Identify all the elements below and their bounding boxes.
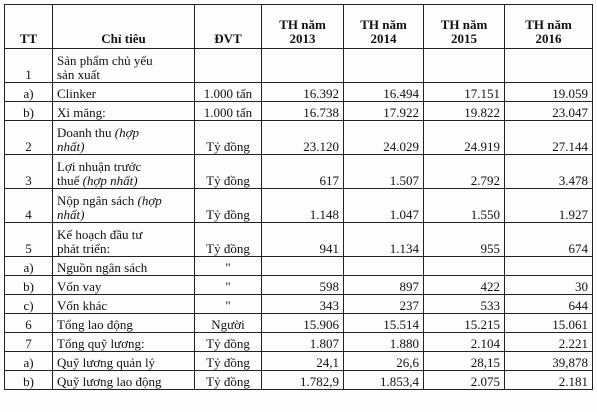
value-2013: 16.738 — [262, 102, 344, 121]
value-2016: 19.059 — [505, 83, 593, 102]
value-2016: 2.181 — [505, 371, 593, 390]
value-2016: 15.061 — [505, 314, 593, 333]
table-row — [5, 121, 593, 155]
row-index: 3 — [5, 155, 53, 189]
header-chi-tieu: Chỉ tiêu — [53, 5, 195, 49]
row-label — [53, 223, 195, 257]
value-2016: 2.221 — [505, 333, 593, 352]
value-2014: 237 — [344, 295, 424, 314]
table-row — [5, 49, 593, 83]
table-header-row — [5, 5, 593, 49]
header-year-2016 — [505, 5, 593, 49]
value-2015: 19.822 — [424, 102, 505, 121]
row-index: 6 — [5, 314, 53, 333]
row-unit: " — [195, 276, 262, 295]
row-label-line1 — [57, 194, 190, 208]
row-index: b) — [5, 102, 53, 121]
row-unit: Người — [195, 314, 262, 333]
value-2016: 1.927 — [505, 189, 593, 223]
value-2016 — [505, 257, 593, 276]
header-year-label: TH năm — [360, 17, 407, 32]
row-label-note: (hợp nhất) — [82, 173, 138, 188]
value-2014: 897 — [344, 276, 424, 295]
header-year-label: TH năm — [279, 17, 326, 32]
table-row — [5, 276, 593, 295]
row-unit: Tỷ đồng — [195, 223, 262, 257]
value-2016: 3.478 — [505, 155, 593, 189]
row-label: Nguồn ngân sách — [53, 257, 195, 276]
value-2015: 24.919 — [424, 121, 505, 155]
row-label-note: (hợp — [114, 125, 140, 140]
value-2015 — [424, 49, 505, 83]
table-row — [5, 83, 593, 102]
table-row — [5, 352, 593, 371]
row-unit: Tỷ đồng — [195, 352, 262, 371]
row-index: a) — [5, 352, 53, 371]
header-year-value: 2014 — [370, 31, 397, 46]
header-year-value: 2016 — [535, 31, 562, 46]
value-2014 — [344, 49, 424, 83]
header-year-2013 — [262, 5, 344, 49]
row-label-line1: Kế hoạch đầu tư — [57, 227, 143, 242]
row-index: 4 — [5, 189, 53, 223]
row-unit: Tỷ đồng — [195, 333, 262, 352]
value-2013: 24,1 — [262, 352, 344, 371]
value-2013: 941 — [262, 223, 344, 257]
table-row — [5, 333, 593, 352]
row-label: Tổng quỹ lương: — [53, 333, 195, 352]
row-unit: Tỷ đồng — [195, 371, 262, 390]
row-label-text: Doanh thu — [57, 125, 112, 140]
value-2015 — [424, 257, 505, 276]
table-row — [5, 189, 593, 223]
row-index: 2 — [5, 121, 53, 155]
row-label-line1: Lợi nhuận trước — [57, 159, 142, 174]
value-2014: 1.134 — [344, 223, 424, 257]
value-2013: 617 — [262, 155, 344, 189]
header-year-2014 — [344, 5, 424, 49]
value-2015: 1.550 — [424, 189, 505, 223]
value-2016 — [505, 49, 593, 83]
value-2013: 343 — [262, 295, 344, 314]
table-row — [5, 371, 593, 390]
value-2015: 955 — [424, 223, 505, 257]
row-label-line1 — [57, 126, 190, 140]
row-index: b) — [5, 371, 53, 390]
value-2014: 1.880 — [344, 333, 424, 352]
row-label: Xi măng: — [53, 102, 195, 121]
row-label-line2: nhất) — [57, 139, 85, 154]
table-row — [5, 295, 593, 314]
row-label: Quỹ lương quản lý — [53, 352, 195, 371]
table-row — [5, 257, 593, 276]
header-year-2015 — [424, 5, 505, 49]
row-label — [53, 49, 195, 83]
value-2015: 15.215 — [424, 314, 505, 333]
value-2013: 598 — [262, 276, 344, 295]
row-label-line2 — [57, 174, 190, 188]
row-unit: 1.000 tấn — [195, 83, 262, 102]
value-2013: 15.906 — [262, 314, 344, 333]
table-row — [5, 314, 593, 333]
value-2014: 1.507 — [344, 155, 424, 189]
row-label-line2: nhất) — [57, 207, 85, 222]
value-2013: 1.782,9 — [262, 371, 344, 390]
table-row — [5, 223, 593, 257]
row-index: 1 — [5, 49, 53, 83]
row-unit: Tỷ đồng — [195, 121, 262, 155]
value-2014: 24.029 — [344, 121, 424, 155]
row-unit: " — [195, 257, 262, 276]
table-row — [5, 155, 593, 189]
row-unit: 1.000 tấn — [195, 102, 262, 121]
value-2014: 26,6 — [344, 352, 424, 371]
value-2015: 2.792 — [424, 155, 505, 189]
value-2013: 1.807 — [262, 333, 344, 352]
header-year-value: 2013 — [289, 31, 316, 46]
value-2014: 16.494 — [344, 83, 424, 102]
row-label — [53, 155, 195, 189]
row-label-line2: phát triển: — [57, 241, 111, 256]
header-dvt: ĐVT — [195, 5, 262, 49]
value-2016: 674 — [505, 223, 593, 257]
row-label-text: thuế — [57, 173, 80, 188]
value-2015: 533 — [424, 295, 505, 314]
row-unit: Tỷ đồng — [195, 155, 262, 189]
row-label: Quỹ lương lao động — [53, 371, 195, 390]
header-year-label: TH năm — [525, 17, 572, 32]
value-2014: 1.047 — [344, 189, 424, 223]
value-2013: 1.148 — [262, 189, 344, 223]
row-unit: " — [195, 295, 262, 314]
value-2016: 644 — [505, 295, 593, 314]
header-year-value: 2015 — [451, 31, 477, 46]
value-2016: 23.047 — [505, 102, 593, 121]
row-index: 5 — [5, 223, 53, 257]
header-tt: TT — [5, 5, 53, 49]
value-2015: 422 — [424, 276, 505, 295]
row-label: Vốn khác — [53, 295, 195, 314]
row-label-text: Nộp ngân sách — [57, 193, 135, 208]
value-2014 — [344, 257, 424, 276]
table-row — [5, 102, 593, 121]
row-index: b) — [5, 276, 53, 295]
value-2013 — [262, 49, 344, 83]
row-label-line1: Sản phẩm chủ yếu — [57, 53, 153, 68]
row-index: c) — [5, 295, 53, 314]
row-index: a) — [5, 83, 53, 102]
data-table — [4, 4, 593, 390]
value-2014: 17.922 — [344, 102, 424, 121]
row-label-note: (hợp — [137, 193, 162, 208]
row-unit: Tỷ đồng — [195, 189, 262, 223]
value-2015: 17.151 — [424, 83, 505, 102]
value-2015: 2.104 — [424, 333, 505, 352]
row-unit — [195, 49, 262, 83]
value-2016: 27.144 — [505, 121, 593, 155]
value-2013: 16.392 — [262, 83, 344, 102]
row-index: 7 — [5, 333, 53, 352]
value-2016: 30 — [505, 276, 593, 295]
row-label-line2: sản xuất — [57, 67, 100, 82]
value-2013 — [262, 257, 344, 276]
row-label — [53, 121, 195, 155]
value-2015: 28,15 — [424, 352, 505, 371]
value-2016: 39,878 — [505, 352, 593, 371]
row-index: a) — [5, 257, 53, 276]
value-2014: 15.514 — [344, 314, 424, 333]
row-label: Tổng lao động — [53, 314, 195, 333]
row-label: Vốn vay — [53, 276, 195, 295]
header-year-label: TH năm — [440, 17, 488, 32]
value-2015: 2.075 — [424, 371, 505, 390]
row-label — [53, 189, 195, 223]
value-2014: 1.853,4 — [344, 371, 424, 390]
row-label: Clinker — [53, 83, 195, 102]
value-2013: 23.120 — [262, 121, 344, 155]
